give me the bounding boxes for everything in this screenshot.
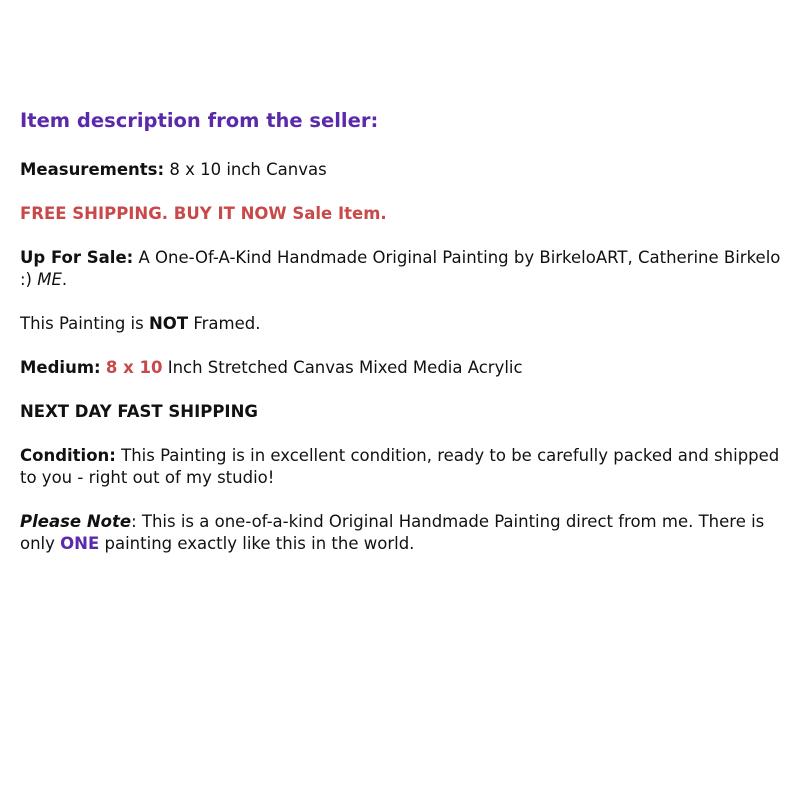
up-for-sale-label: Up For Sale:	[20, 248, 134, 267]
up-for-sale-end: .	[61, 270, 68, 289]
condition-line	[20, 445, 785, 489]
medium-size: 8 x 10	[105, 358, 163, 377]
up-for-sale-text: A One-Of-A-Kind Handmade Original Painting by BirkeloART, Catherine Birkelo :)	[20, 248, 781, 289]
note-label: Please Note	[20, 512, 132, 531]
up-for-sale-line	[20, 247, 785, 291]
framed-after: Framed.	[188, 314, 261, 333]
description-heading: Item description from the seller:	[20, 109, 379, 132]
note-emphasis: ONE	[60, 534, 100, 553]
framed-line	[20, 313, 785, 335]
medium-line	[20, 357, 785, 379]
note-line	[20, 511, 785, 555]
framed-emphasis: NOT	[148, 314, 189, 333]
measurements-label: Measurements:	[20, 160, 165, 179]
item-description	[20, 108, 785, 577]
framed-before: This Painting is	[20, 314, 149, 333]
up-for-sale-emphasis: ME	[37, 270, 62, 289]
note-text: : This is a one-of-a-kind Original Handmade Painting direct from me. There is only	[20, 512, 765, 553]
promo-line: FREE SHIPPING. BUY IT NOW Sale Item.	[20, 204, 387, 223]
shipping-line: NEXT DAY FAST SHIPPING	[20, 402, 258, 421]
condition-label: Condition:	[20, 446, 116, 465]
medium-label: Medium:	[20, 358, 101, 377]
measurements-line	[20, 159, 785, 181]
condition-text: This Painting is in excellent condition, ready to be carefully packed and shipped to you - right out of my studio!	[20, 446, 780, 487]
measurements-value: 8 x 10 inch Canvas	[164, 160, 327, 179]
note-end: painting exactly like this in the world.	[99, 534, 415, 553]
medium-text: Inch Stretched Canvas Mixed Media Acrylic	[162, 358, 523, 377]
